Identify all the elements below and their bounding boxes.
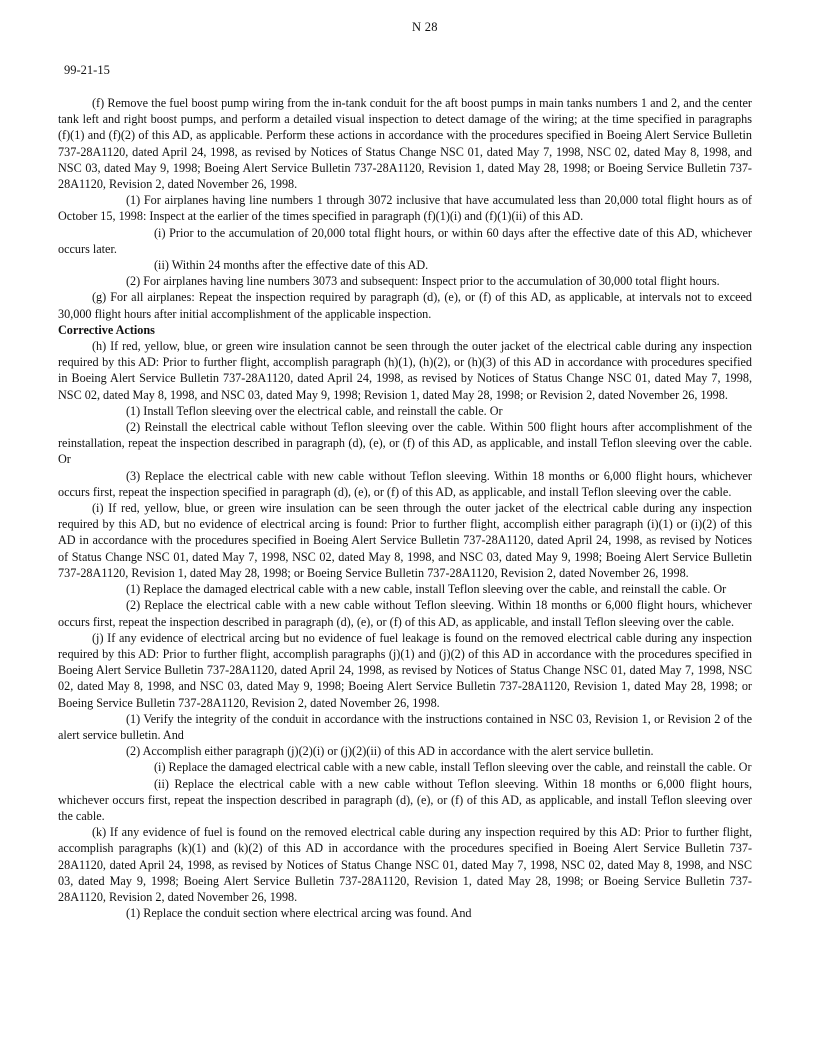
paragraph-f-1-ii: (ii) Within 24 months after the effective date of this AD. xyxy=(154,258,429,273)
ad-number: 99-21-15 xyxy=(64,63,110,77)
paragraph-g: (g) For all airplanes: Repeat the inspection required by paragraph (d), (e), or (f) of this AD, as applicable, at intervals not to exceed 30,000 flight hours after initial accomplishment of the applicable inspection. xyxy=(58,290,752,321)
paragraph-h-2: (2) Reinstall the electrical cable without Teflon sleeving over the cable. Within 500 flight hours after accomplishment of the reinstallation, repeat the inspection described in paragraph (d), (e), or (f) of this AD, as applicable, and install Teflon sleeving over the cable. Or xyxy=(58,420,752,467)
paragraph-h-3: (3) Replace the electrical cable with new cable without Teflon sleeving. Within 18 months or 6,000 flight hours, whichever occurs first, repeat the inspection specified in paragraph (d), (e), or (f) of this AD, as applicable, and install Teflon sleeving over the cable. xyxy=(58,468,752,499)
document-body xyxy=(58,95,752,921)
paragraph-k-1: (1) Replace the conduit section where electrical arcing was found. And xyxy=(126,906,472,921)
paragraph-i-1: (1) Replace the damaged electrical cable with a new cable, install Teflon sleeving over the cable, and reinstall the cable. Or xyxy=(126,582,727,597)
paragraph-i-2: (2) Replace the electrical cable with a new cable without Teflon sleeving. Within 18 months or 6,000 flight hours, whichever occurs first, repeat the inspection described in paragraph (d), (e), or (f) of this AD, as applicable, and install Teflon sleeving over the cable. xyxy=(58,598,752,629)
paragraph-f-1-i: (i) Prior to the accumulation of 20,000 total flight hours, or within 60 days after the effective date of this AD, whichever occurs later. xyxy=(58,225,752,256)
paragraph-j: (j) If any evidence of electrical arcing but no evidence of fuel leakage is found on the removed electrical cable during any inspection required by this AD: Prior to further flight, accomplish paragraphs (j)(1) and (j)(2) of this AD in accordance with the procedures specified in Boeing Alert Service Bulletin 737-28A1120, dated April 24, 1998, as revised by Notices of Status Change NSC 01, dated May 7, 1998, NSC 02, dated May 8, 1998, and NSC 03, dated May 9, 1998; Boeing Alert Service Bulletin 737-28A1120, Revision 1, dated May 28, 1998; or Boeing Service Bulletin 737-28A1120, Revision 2, dated November 26, 1998. xyxy=(58,630,752,710)
paragraph-f-2: (2) For airplanes having line numbers 3073 and subsequent: Inspect prior to the accumulation of 30,000 total flight hours. xyxy=(126,274,720,289)
paragraph-j-2-ii: (ii) Replace the electrical cable with a new cable without Teflon sleeving. Within 18 months or 6,000 flight hours, whichever occurs first, repeat the inspection described in paragraph (d), (e), or (f) of this AD, as applicable, and install Teflon sleeving over the cable. xyxy=(58,776,752,823)
paragraph-j-1: (1) Verify the integrity of the conduit in accordance with the instructions contained in NSC 03, Revision 1, or Revision 2 of the alert service bulletin. And xyxy=(58,711,752,742)
paragraph-h-1: (1) Install Teflon sleeving over the electrical cable, and reinstall the cable. Or xyxy=(126,403,503,418)
paragraph-j-2-i: (i) Replace the damaged electrical cable with a new cable, install Teflon sleeving over the cable, and reinstall the cable. Or xyxy=(154,760,752,775)
paragraph-j-2: (2) Accomplish either paragraph (j)(2)(i) or (j)(2)(ii) of this AD in accordance with the alert service bulletin. xyxy=(126,744,654,759)
paragraph-f: (f) Remove the fuel boost pump wiring from the in-tank conduit for the aft boost pumps in main tanks numbers 1 and 2, and the center tank left and right boost pumps, and perform a detailed visual inspection to detect damage of the wiring; at the time specified in paragraphs (f)(1) and (f)(2) of this AD, as applicable. Perform these actions in accordance with the procedures specified in Boeing Alert Service Bulletin 737-28A1120, dated April 24, 1998, as revised by Notices of Status Change NSC 01, dated May 7, 1998, NSC 02, dated May 8, 1998, and NSC 03, dated May 9, 1998; Boeing Alert Service Bulletin 737-28A1120, Revision 1, dated May 28, 1998; or Boeing Service Bulletin 737-28A1120, Revision 2, dated November 26, 1998. xyxy=(58,96,752,192)
paragraph-h: (h) If red, yellow, blue, or green wire insulation cannot be seen through the outer jacket of the electrical cable during any inspection required by this AD: Prior to further flight, accomplish paragraph (h)(1), (h)(2), or (h)(3) of this AD in accordance with procedures specified in Boeing Alert Service Bulletin 737-28A1120, dated April 24, 1998, as revised by Notices of Status Change NSC 01, dated May 7, 1998, NSC 02, dated May 8, 1998, and NSC 03, dated May 9, 1998; Revision 1, dated May 28, 1998; or Revision 2, dated November 26, 1998. xyxy=(58,339,752,402)
paragraph-i: (i) If red, yellow, blue, or green wire insulation can be seen through the outer jacket of the electrical cable during any inspection required by this AD, but no evidence of electrical arcing is found: Prior to further flight, accomplish either paragraph (i)(1) or (i)(2) of this AD in accordance with the procedures specified in Boeing Alert Service Bulletin 737-28A1120, dated April 24, 1998, as revised by Notices of Status Change NSC 01, dated May 7, 1998, NSC 02, dated May 8, 1998, and NSC 03, dated May 9, 1998; Boeing Alert Service Bulletin 737-28A1120, Revision 1, dated May 28, 1998; or Boeing Service Bulletin 737-28A1120, Revision 2, dated November 26, 1998. xyxy=(58,501,752,580)
paragraph-k: (k) If any evidence of fuel is found on the removed electrical cable during any inspection required by this AD: Prior to further flight, accomplish paragraphs (k)(1) and (k)(2) of this AD in accordance with the procedures specified in Boeing Alert Service Bulletin 737-28A1120, dated April 24, 1998, as revised by Notices of Status Change NSC 01, dated May 7, 1998, NSC 02, dated May 8, 1998, and NSC 03, dated May 9, 1998; Boeing Alert Service Bulletin 737-28A1120, Revision 1, dated May 28, 1998; or Boeing Service Bulletin 737-28A1120, Revision 2, dated November 26, 1998. xyxy=(58,825,752,904)
section-heading-corrective-actions: Corrective Actions xyxy=(58,322,155,337)
page-number: N 28 xyxy=(412,20,438,34)
paragraph-f-1: (1) For airplanes having line numbers 1 through 3072 inclusive that have accumulated less than 20,000 total flight hours as of October 15, 1998: Inspect at the earlier of the times specified in paragraph (f)(1)(i) and (f)(1)(ii) of this AD. xyxy=(58,193,752,224)
